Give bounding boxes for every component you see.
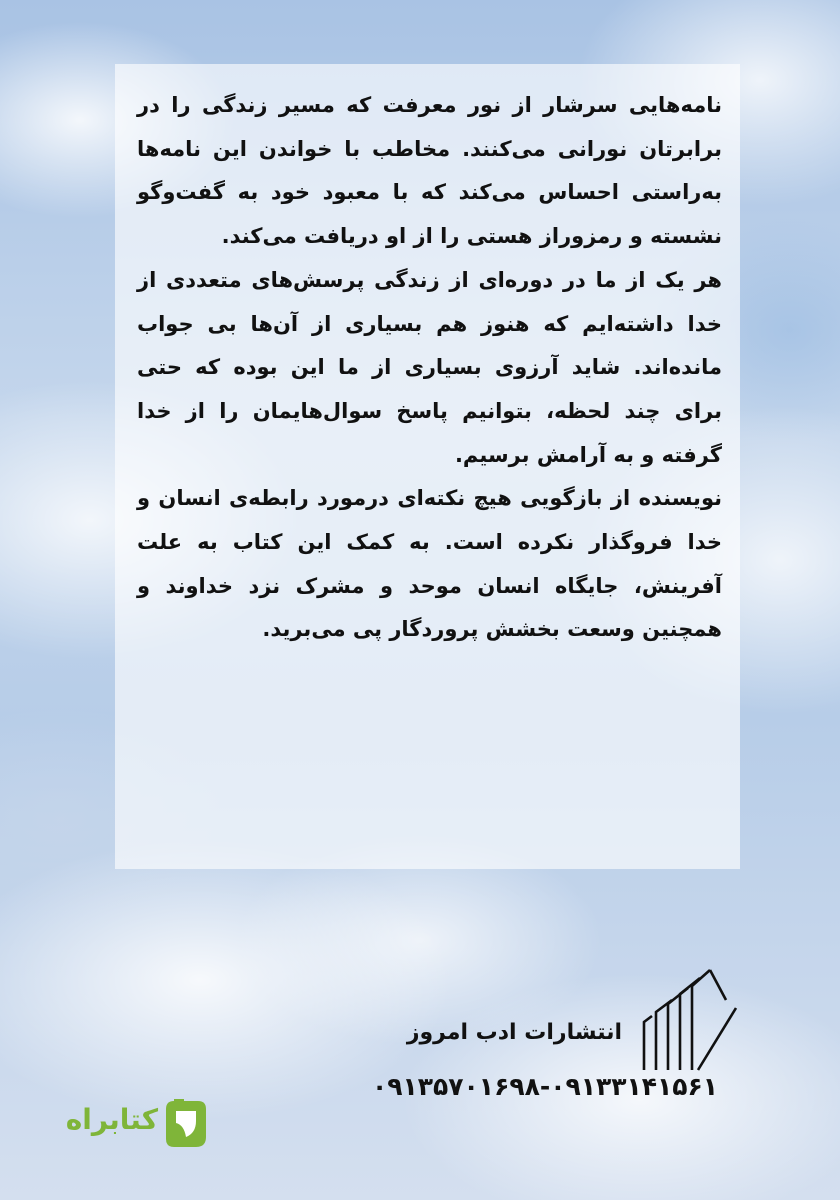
paragraph-2: هر یک از ما در دوره‌ای از زندگی پرسش‌های متعددی از خدا داشته‌ایم که هنوز هم بسیاری از آن‌ها بی جواب مانده‌اند. شاید آرزوی بسیاری از ما این بوده که حتی برای چند لحظه، بتوانیم پاسخ سوال‌هایمان را از خدا گرفته و به آرامش برسیم.: [137, 267, 722, 467]
ketabrah-wordmark: کتابراه: [65, 1103, 158, 1136]
ketabrah-brand: [40, 1095, 220, 1155]
ketabrah-book-icon: [160, 1095, 212, 1151]
paragraph-1: نامه‌هایی سرشار از نور معرفت که مسیر زندگی را در برابرتان نورانی می‌کنند. مخاطب با خواندن این نامه‌ها به‌راستی احساس می‌کند که با معبود خود به گفت‌وگو نشسته و رمزوراز هستی را از او دریافت می‌کند.: [137, 93, 722, 249]
back-cover-text-panel: [115, 64, 740, 869]
publisher-block: [370, 960, 750, 1110]
publisher-phone: ۰۹۱۳۵۷۰۱۶۹۸-۰۹۱۳۳۱۴۱۵۶۱: [372, 1072, 719, 1101]
publisher-name: انتشارات ادب امروز: [406, 1020, 622, 1045]
paragraph-3: نویسنده از بازگویی هیچ نکته‌ای درمورد رابطه‌ی انسان و خدا فروگذار نکرده است. به کمک این کتاب به علت آفرینش، جایگاه انسان موحد و مشرک نزد خداوند و همچنین وسعت بخشش پروردگار پی می‌برید.: [137, 486, 722, 642]
publisher-logo-icon: [638, 960, 738, 1072]
